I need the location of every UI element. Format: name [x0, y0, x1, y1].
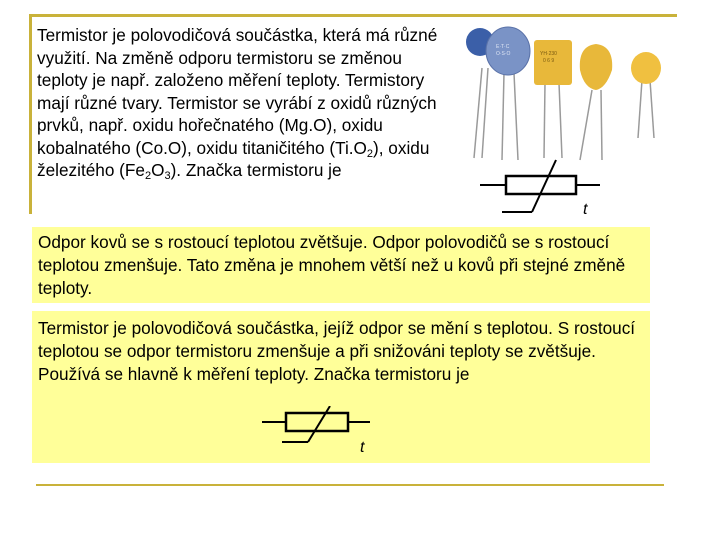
intro-text-b: ), oxidu železitého (Fe	[37, 137, 430, 180]
thermistor-symbol-top	[480, 158, 610, 218]
small-yellow-thermistor	[631, 52, 661, 84]
thermistor-photo	[462, 18, 682, 163]
frame-left-line	[29, 14, 32, 214]
frame-top-line	[29, 14, 677, 17]
svg-text:YH·230: YH·230	[540, 51, 557, 57]
intro-sub-c: 3	[164, 170, 171, 182]
intro-text-d: ). Značka termistoru je	[170, 160, 342, 180]
box2-text: Termistor je polovodičová součástka, jejíž odpor se mění s teplotou. S rostoucí teplotou se odpor termistoru zmenšuje a při snižováni teploty se zvětšuje. Používá se hlavně k měření teploty. Značka termistoru je	[38, 318, 636, 384]
temperature-label-bottom: t	[360, 439, 365, 456]
frame-bottom-line	[36, 484, 664, 486]
intro-sub-a: 2	[366, 147, 374, 160]
metal-vs-semiconductor-box	[32, 227, 650, 303]
svg-text:O·S·O: O·S·O	[496, 51, 511, 57]
svg-text:0 6 9: 0 6 9	[543, 58, 555, 64]
intro-sub-b: 2	[144, 170, 152, 182]
temperature-label-top: t	[583, 201, 588, 218]
intro-text-c: O	[151, 160, 165, 180]
intro-text-a: Termistor je polovodičová součástka, která má různé využití. Na změně odporu termistoru se změnou teploty je např. založeno měření teploty. Termistory mají různé tvary. Termistor se vyrábí z oxidů různých prvků, např. oxidu hořečnatého (Mg.O), oxidu kobalnatého (Co.O), oxidu titaničitého (Ti.O	[37, 25, 438, 158]
svg-text:E·T·C: E·T·C	[496, 44, 510, 50]
box1-text: Odpor kovů se s rostoucí teplotou zvětšuje. Odpor polovodičů se s rostoucí teplotou zmenšuje. Tato změna je mnohem větší než u kovů při stejné změně teploty.	[38, 232, 626, 298]
intro-paragraph	[37, 24, 457, 182]
thermistor-symbol-bottom	[262, 406, 372, 458]
